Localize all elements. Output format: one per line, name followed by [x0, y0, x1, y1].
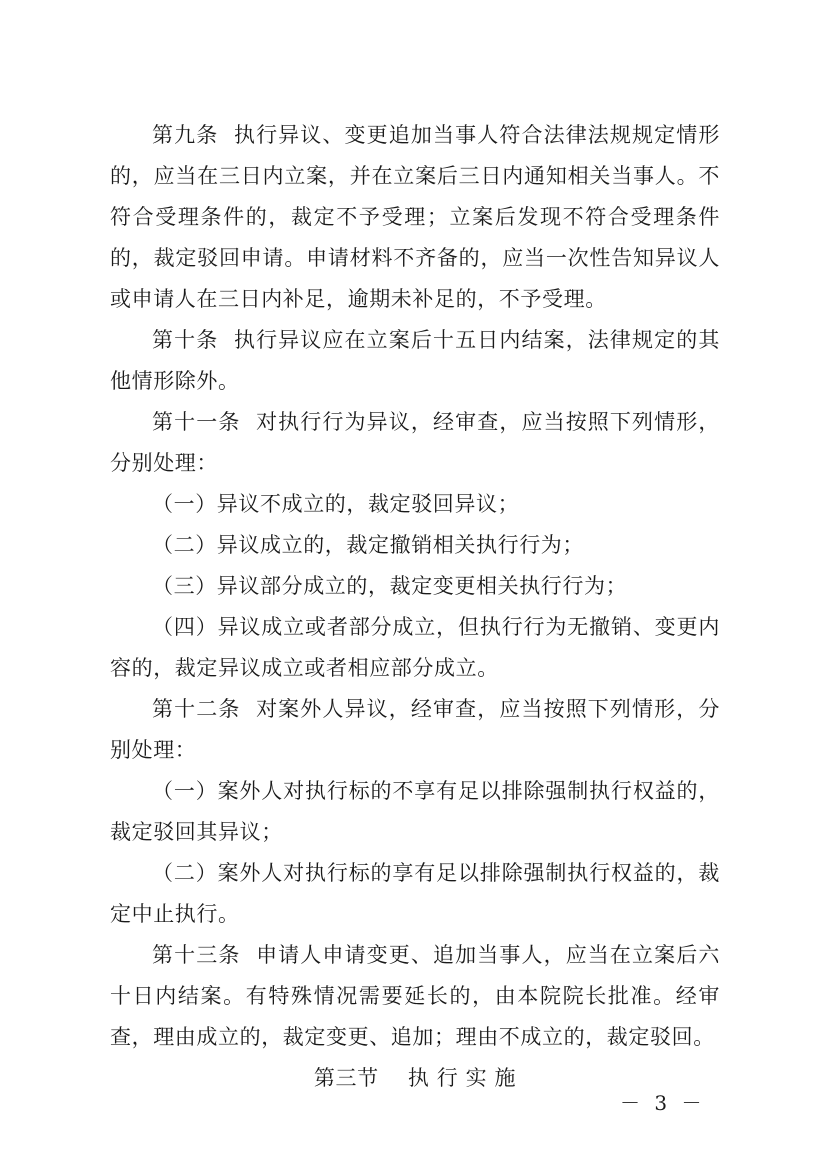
article-text: 对案外人异议，经审查，应当按照下列情形，分别处理：: [110, 697, 720, 762]
article-10: [110, 320, 720, 402]
article-11: [110, 402, 720, 484]
page-number: － 3 －: [620, 1091, 706, 1115]
body-text: [110, 115, 720, 1099]
article-number: 第十三条: [152, 943, 241, 967]
list-item: （一）案外人对执行标的不享有足以排除强制执行权益的，裁定驳回其异议；: [110, 779, 720, 844]
article-text: 执行异议、变更追加当事人符合法律法规规定情形的，应当在三日内立案，并在立案后三日内通知相关当事人。不符合受理条件的，裁定不予受理；立案后发现不符合受理条件的，裁定驳回申请。申请材料不齐备的，应当一次性告知异议人或申请人在三日内补足，逾期未补足的，不予受理。: [110, 123, 720, 311]
article-12: [110, 689, 720, 771]
article-13: [110, 935, 720, 1058]
article-text: 执行异议应在立案后十五日内结案，法律规定的其他情形除外。: [110, 328, 720, 393]
article-number: 第十二条: [152, 697, 241, 721]
list-item: （三）异议部分成立的，裁定变更相关执行行为；: [152, 574, 628, 598]
article-text: 对执行行为异议，经审查，应当按照下列情形，分别处理：: [110, 410, 720, 475]
article-text: 申请人申请变更、追加当事人，应当在立案后六十日内结案。有特殊情况需要延长的，由本院院长批准。经审查，理由成立的，裁定变更、追加；理由不成立的，裁定驳回。: [110, 943, 720, 1049]
list-item: （二）案外人对执行标的享有足以排除强制执行权益的，裁定中止执行。: [110, 861, 720, 926]
article-number: 第十一条: [152, 410, 241, 434]
article-number: 第十条: [152, 328, 219, 352]
section-heading: 第三节 执 行 实 施: [313, 1066, 517, 1090]
list-item: （二）异议成立的，裁定撤销相关执行行为；: [152, 533, 584, 557]
list-item: （四）异议成立或者部分成立，但执行行为无撤销、变更内容的，裁定异议成立或者相应部分成立。: [110, 615, 720, 680]
article-number: 第九条: [152, 123, 219, 147]
list-item: （一）异议不成立的，裁定驳回异议；: [152, 492, 520, 516]
article-9: [110, 115, 720, 320]
